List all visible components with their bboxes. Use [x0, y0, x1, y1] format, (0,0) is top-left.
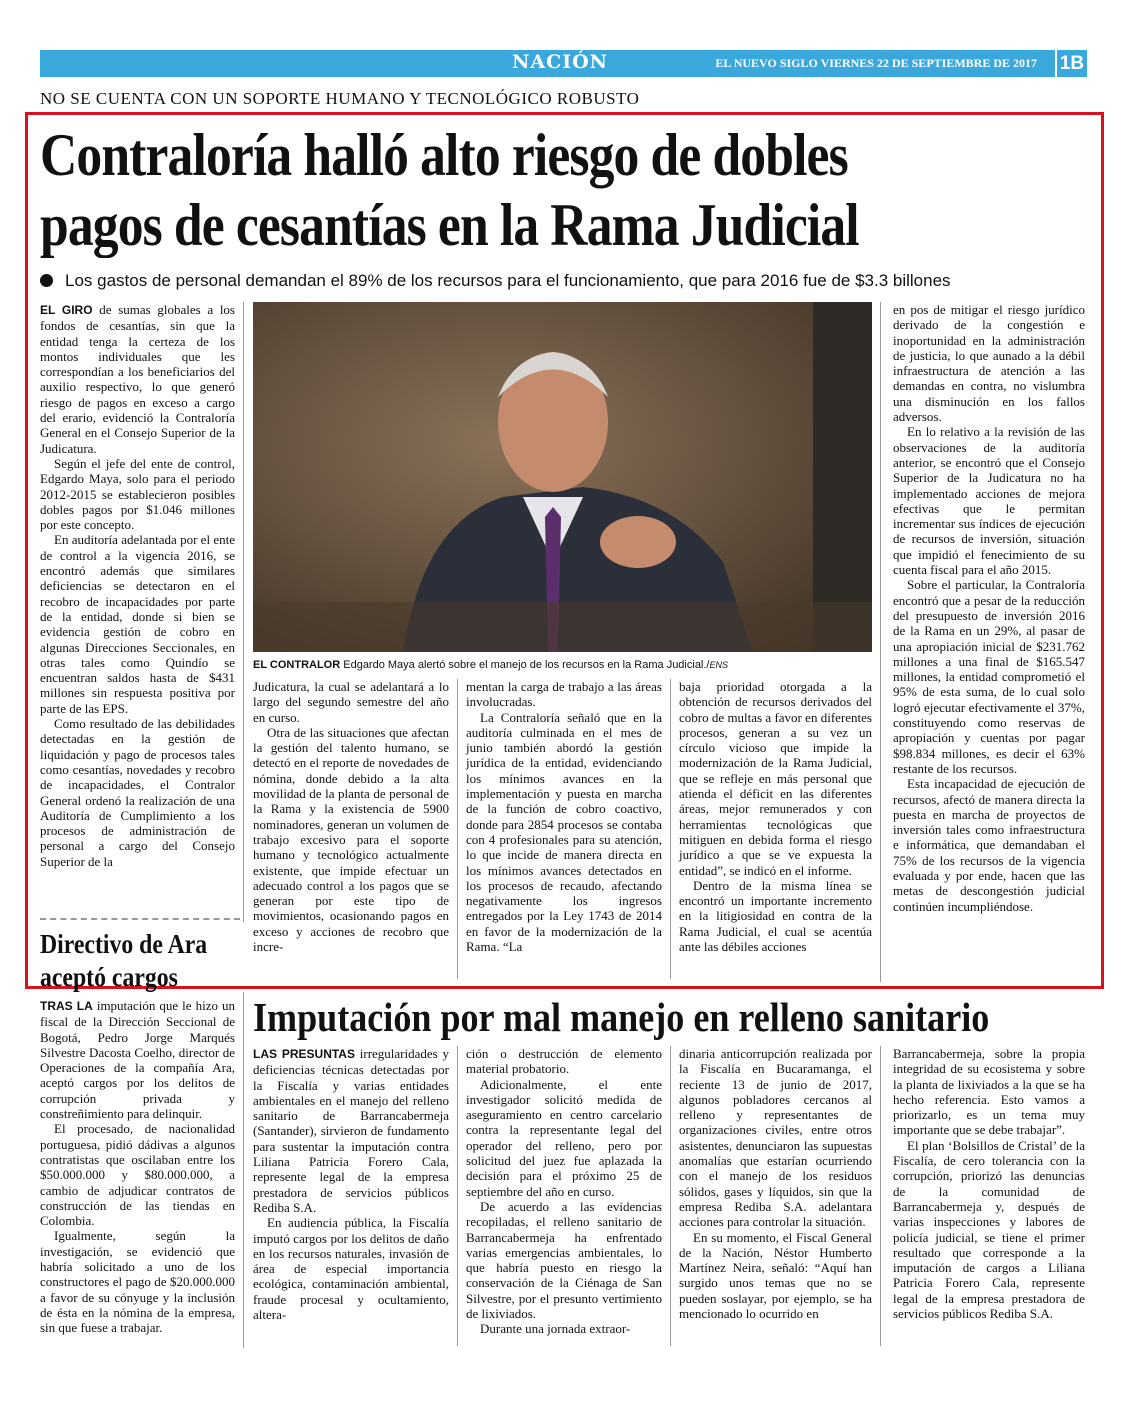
paragraph: baja prioridad otorgada a la obtención de recursos derivados del cobro de multas a favor en diferentes procesos, generan a su vez un círculo vicioso que impide la modernización de la Rama Judicial, que se refleje en más personal que atienda el déficit en las diferentes áreas, mejor remunerados y con herramientas tecnológicas que mitiguen en debida forma el riesgo jurídico a que se ve expuesta la entidad”, se indicó en el informe. [679, 679, 872, 878]
side-story-headline: Directivo de Ara aceptó cargos [40, 929, 208, 992]
paragraph: Como resultado de las debilidades detectadas en la gestión de liquidación y pago de procesos tales como cesantías, novedades y recobro de incapacidades, el Contralor General ordenó la realización de una Auditoría de Cumplimiento a los procesos de administración de personal a cargo del Consejo Superior de la [40, 716, 235, 869]
bullet-icon [40, 274, 53, 287]
paragraph: De acuerdo a las evidencias recopiladas, el relleno sanitario de Barrancabermeja ha enfrentado varias emergencias ambientales, lo que habría puesto en riesgo la conservación de la Ciénaga de San Silvestre, por el presunto vertimiento de lixiviados. [466, 1198, 662, 1322]
column-divider [670, 679, 671, 979]
paragraph: En auditoría adelantada por el ente de control a la vigencia 2016, se encontró además que similares deficiencias se detectaron en el recobro de incapacidades por parte de la entidad, donde si bien se evidencia gestión de cobro en algunas Direcciones Seccionales, en otras tales como Quindío se encuentran saldos hasta de $431 millones sin respuesta positiva por parte de las EPS. [40, 532, 235, 716]
article-column-4 [679, 679, 872, 954]
paragraph: Adicionalmente, el ente investigador solicitó medida de aseguramiento en centro carcelario contra la representante legal del operador del relleno, pero por solicitud del juez fue aplazada la decisión para el próximo 25 de septiembre del año en curso. [466, 1076, 662, 1199]
lead-in: LAS PRESUNTAS [253, 1047, 355, 1061]
paragraph: Según el jefe del ente de control, Edgardo Maya, solo para el periodo 2012-2015 se establecieron posibles dobles pagos por $1.046 millones por este concepto. [40, 455, 235, 533]
headline-line-1: Contraloría halló alto riesgo de dobles [40, 122, 848, 188]
article-column-3 [466, 679, 662, 954]
subheadline [40, 271, 1105, 291]
paragraph: El procesado, de nacionalidad portuguesa, pidió dádivas a algunos contratistas que oscilaban entre los $50.000.000 y $80.000.000, a cambio de adjudicar contratos de construcción de las tiendas en Colombia. [40, 1121, 235, 1229]
paragraph: mentan la carga de trabajo a las áreas involucradas. [466, 679, 662, 710]
paragraph: En su momento, el Fiscal General de la Nación, Néstor Humberto Martínez Neira, señaló: “Aquí han surgido unos temas que no se pueden soslayar, por ejemplo, se ha mencionado lo ocurrido en [679, 1229, 872, 1322]
paragraph: Sobre el particular, la Contraloría encontró que a pesar de la reducción del presupuesto de inversión 2016 de la Rama en un 29%, al pasar de una apropiación inicial de $231.762 millones a una final de $165.547 millones, la entidad comprometió el 95% de esta suma, de lo cual solo logró ejecutar efectivamente el 37%, constituyendo como reservas de apropiación y cuentas por pagar $98.834 millones, es decir el 63% restante de los recursos. [893, 577, 1085, 776]
paragraph: Dentro de la misma línea se encontró un importante incremento en la litigiosidad en contra de la Rama Judicial, el cual se acentúa ante las débiles acciones [679, 877, 872, 955]
paragraph: Durante una jornada extraor- [480, 1321, 631, 1337]
second-story-column-2 [466, 1046, 662, 1337]
headline-line-2: pagos de cesantías en la Rama Judicial [40, 192, 859, 258]
column-divider [880, 302, 881, 982]
speaker-illustration [253, 302, 872, 652]
paragraph: En audiencia pública, la Fiscalía imputó cargos por los delitos de daño en los recursos naturales, invasión de área de especial importancia ecológica, contaminación ambiental, fraude procesal y ocultamiento, altera- [253, 1215, 449, 1323]
column-divider [243, 302, 244, 922]
side-story-divider [40, 918, 240, 920]
column-divider [670, 1046, 671, 1346]
paragraph: TRAS LA imputación que le hizo un fiscal de la Dirección Seccional de Bogotá, Pedro Jorge Marqués Silvestre Dacosta Coelho, director de Operaciones de la compañía Ara, aceptó cargos por los delitos de corrupción privada y constreñimiento para delinquir. [40, 998, 236, 1122]
paragraph: en pos de mitigar el riesgo jurídico derivado de la congestión e inoportunidad en la administración de justicia, lo que aunado a la débil infraestructura de atención a las demandas en contra, no vislumbra una disminución en los fallos adversos. [893, 302, 1085, 425]
article-column-1 [40, 302, 235, 869]
paragraph: Judicatura, la cual se adelantará a lo largo del segundo semestre del año en curso. [253, 679, 449, 725]
subheadline-text: Los gastos de personal demandan el 89% de los recursos para el funcionamiento, que para 2016 fue de $3.3 billones [65, 271, 951, 290]
caption-lead: EL CONTRALOR [253, 659, 341, 671]
paragraph: ción o destrucción de elemento material probatorio. [466, 1046, 662, 1077]
paragraph: Barrancabermeja, sobre la propia integridad de su ecosistema y sobre la planta de lixiviados a la que se ha hecho referencia. Esto vamos a priorizarlo, es un tema muy importante que se debe trabajar”. [893, 1046, 1085, 1138]
paragraph: Otra de las situaciones que afectan la gestión del talento humano, se detectó en el reporte de novedades de nómina, donde debido a la alta movilidad de la planta de personal de la Rama y la existencia de 5900 nominadores, generan un volumen de trabajo excesivo para el soporte humano y tecnológico actualmente existente, que impide efectuar un adecuado control a los pagos que se generan por este tipo de movimientos, ocasionando pagos en exceso y acciones de recobro que incre- [253, 724, 449, 955]
section-name: NACIÓN [511, 51, 609, 73]
column-divider [880, 1046, 881, 1346]
paragraph: Igualmente, según la investigación, se evidenció que habría solicitado a uno de los constructores el pago de $20.000.000 a favor de su cónyuge y la inclusión de ésta en la nómina de la empresa, sin que fuese a trabajar. [40, 1228, 235, 1336]
main-headline [40, 120, 943, 260]
page-number: 1B [1055, 50, 1087, 77]
second-story-headline: Imputación por mal manejo en relleno sanitario [253, 994, 990, 1040]
second-story-column-4 [893, 1046, 1085, 1321]
contralor-photo [253, 302, 872, 652]
paragraph: Esta incapacidad de ejecución de recursos, afectó de manera directa la puesta en marcha de proyectos de inversión tales como infraestructura e informática, que demandaban el 75% de los recursos de la vigencia evaluada y por ende, hacen que las metas de descongestión judicial continúen incumpliéndose. [893, 776, 1085, 914]
kicker: NO SE CUENTA CON UN SOPORTE HUMANO Y TECNOLÓGICO ROBUSTO [40, 89, 640, 108]
column-divider [243, 992, 244, 1348]
second-story-column-3 [679, 1046, 872, 1321]
article-column-5 [893, 302, 1085, 914]
dateline: EL NUEVO SIGLO VIERNES 22 DE SEPTIEMBRE DE 2017 [715, 56, 1037, 70]
photo-caption: EL CONTRALOR Edgardo Maya alertó sobre el manejo de los recursos en la Rama Judicial./ENS [253, 659, 729, 671]
photo-credit: ENS [709, 660, 729, 670]
paragraph: El plan ‘Bolsillos de Cristal’ de la Fiscalía, de cero tolerancia con la corrupción, priorizó las denuncias de la comunidad de Barrancabermeja y, después de varias inspecciones y labores de policía judicial, se tiene el primer resultado que corresponde a la imputación de cargos a Liliana Patricia Forero Cala, represente legal de la empresa prestadora de servicios públicos Rediba S.A. [893, 1137, 1085, 1322]
column-divider [457, 679, 458, 979]
article-column-2 [253, 679, 449, 954]
paragraph: La Contraloría señaló que en la auditoría culminada en el mes de junio también abordó la gestión jurídica de la entidad, evidenciando los mínimos avances en la implementación y puesta en marcha de la función de cobro coactivo, donde para 2854 procesos se contaba con 4 profesionales para su atención, lo que incide de manera directa en los mínimos avances detectados en los procesos de recaudo, afectando negativamente los ingresos entregados por la Ley 1743 de 2014 en favor de la modernización de la Rama. “La [466, 709, 662, 955]
column-divider [457, 1046, 458, 1346]
paragraph: dinaria anticorrupción realizada por la Fiscalía en Bucaramanga, el reciente 13 de junio de 2017, algunos pobladores cercanos al relleno y representantes de organizaciones civiles, entre otros asistentes, denunciaron las supuestas anomalías que estarían ocurriendo con el manejo de los residuos sólidos, gases y líquidos, sin que la empresa Rediba S.A. adelantara acciones para controlar la situación. [679, 1046, 872, 1230]
lead-in: TRAS LA [40, 999, 93, 1013]
second-story-column-1 [253, 1046, 449, 1322]
paragraph: EL GIRO de sumas globales a los fondos de cesantías, sin que la entidad tenga la certeza de los montos individuales que les correspondían a los beneficiarios del auxilio respectivo, lo que generó riesgo de pagos en exceso a cargo del erario, evidenció la Contraloría General en el Consejo Superior de la Judicatura. [40, 302, 235, 456]
paragraph: En lo relativo a la revisión de las observaciones de la auditoría anterior, se encontró que el Consejo Superior de la Judicatura no ha implementado acciones de mejora efectivas que le permitan incrementar sus índices de ejecución de recursos de inversión, situación que impidió el fenecimiento de su cuenta fiscal para el año 2015. [893, 424, 1085, 578]
side-story-body [40, 998, 235, 1336]
lead-in: EL GIRO [40, 303, 93, 317]
paragraph: LAS PRESUNTAS irregularidades y deficiencias técnicas detectadas por la Fiscalía y varias entidades ambientales en el manejo del relleno sanitario de Barrancabermeja (Santander), sirvieron de fundamento para sustentar la imputación contra Liliana Patricia Forero Cala, represente legal de la empresa prestadora de servicios públicos Rediba S.A. [253, 1046, 449, 1215]
